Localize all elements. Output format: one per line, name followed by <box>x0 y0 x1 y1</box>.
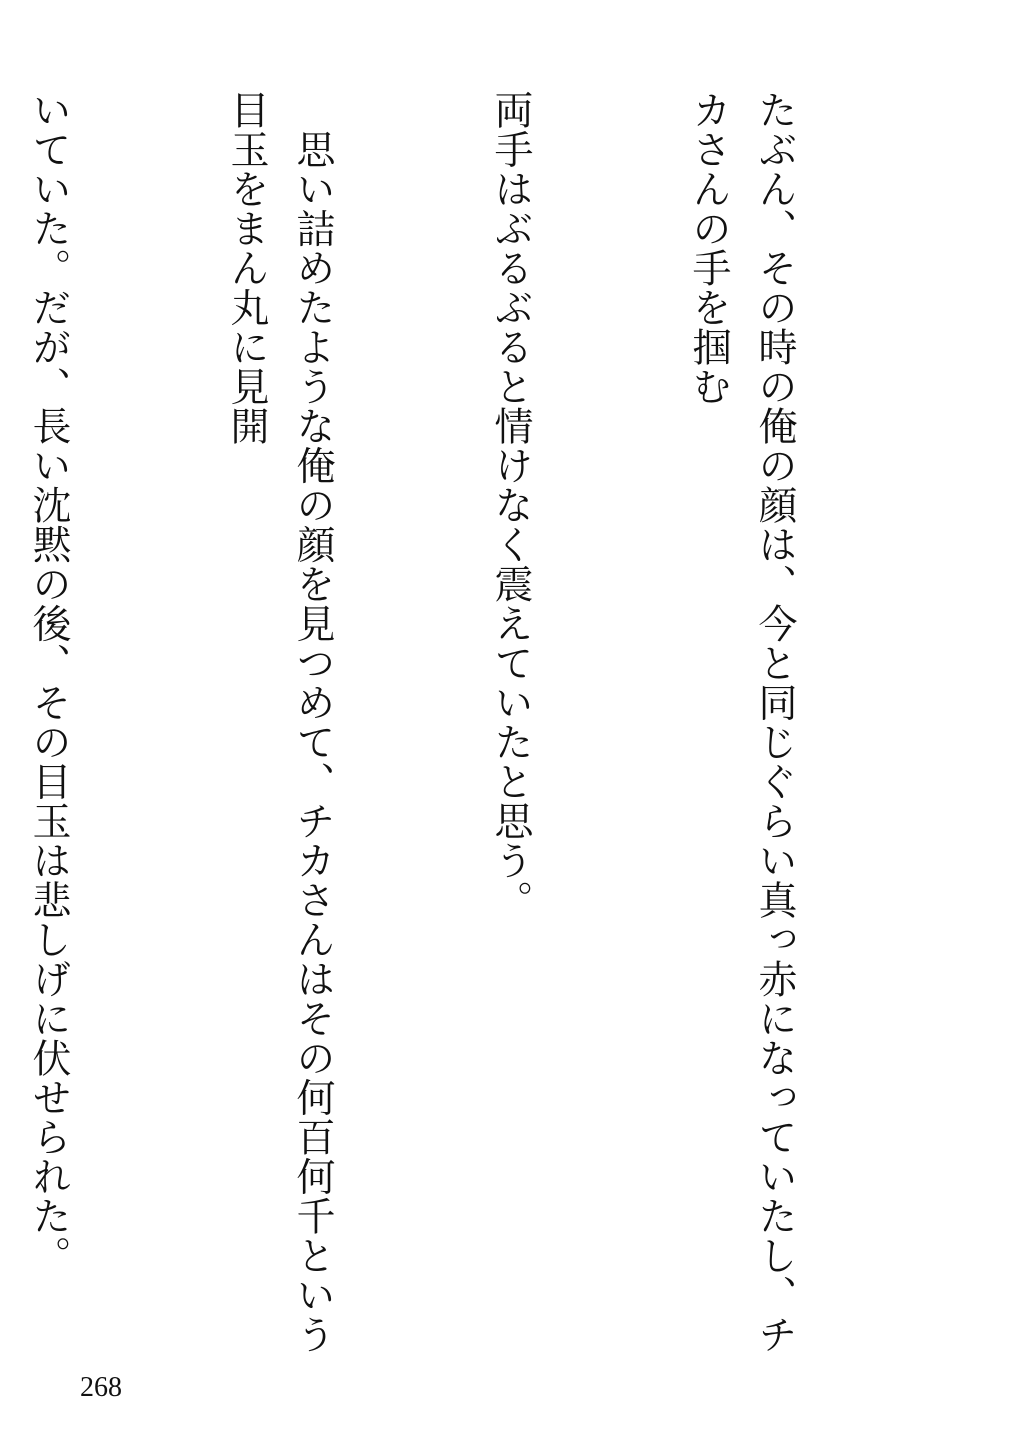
page-number: 268 <box>80 1372 122 1403</box>
text-line: 思い詰めたような俺の顔を見つめて、チカさんはその何百何千という目玉をまん丸に見開 <box>224 90 335 1354</box>
text-line: 両手はぶるぶると情けなく震えていたと思う。 <box>488 90 533 920</box>
text-line: たぶん、その時の俺の顔は、今と同じぐらい真っ赤になっていたし、チカさんの手を掴む <box>686 90 797 1354</box>
text-line: いていた。だが、長い沈黙の後、その目玉は悲しげに伏せられた。 <box>26 90 71 1275</box>
body-text <box>0 90 939 1360</box>
